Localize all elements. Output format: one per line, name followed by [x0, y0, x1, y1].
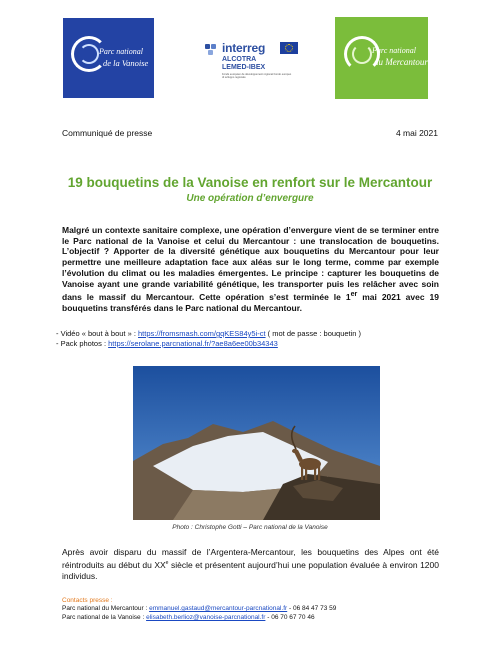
body-text-part2: siècle et présentent aujourd’hui une population évaluée à environ 1200 individus. — [62, 559, 439, 581]
interreg-alcotra: ALCOTRA — [222, 56, 257, 63]
video-password-note: ( mot de passe : bouquetin ) — [265, 329, 362, 338]
interreg-mark-icon — [205, 44, 219, 56]
video-link-label: - Vidéo « bout à bout » : — [56, 329, 139, 338]
vanoise-logo-line1: Parc national — [99, 47, 143, 56]
mercantour-swirl-inner-icon — [352, 44, 372, 64]
lead-superscript: er — [350, 290, 358, 299]
interreg-logo — [200, 40, 302, 92]
photos-link-row — [56, 339, 361, 349]
body-superscript: e — [165, 560, 169, 566]
interreg-fund-text: Fonds européen de développement régional Fondo europeo di sviluppo regionale — [222, 73, 292, 80]
photos-link[interactable]: https://serolane.parcnational.fr/?ae8a6ee00b34343 — [108, 339, 278, 348]
vanoise-logo-line2: de la Vanoise — [103, 58, 149, 68]
media-links — [56, 329, 361, 349]
mercantour-logo — [335, 17, 428, 99]
ibex-photo-illustration — [133, 366, 380, 520]
ibex-photo — [133, 366, 380, 520]
press-release-date: 4 mai 2021 — [395, 128, 438, 138]
page-subtitle: Une opération d’envergure — [186, 193, 314, 204]
contact-email-link[interactable]: emmanuel.gastaud@mercantour-parcnational.fr — [149, 605, 288, 612]
eu-flag-icon — [280, 42, 298, 54]
contact-label: Parc national de la Vanoise : — [62, 614, 147, 621]
photo-caption: Photo : Christophe Gotti – Parc national de la Vanoise — [172, 524, 328, 531]
vanoise-swirl-inner-icon — [79, 44, 99, 64]
press-release-label: Communiqué de presse — [62, 128, 153, 138]
lead-text-part2: mai 2021 avec 19 bouquetins transférés dans le Parc national du Mercantour. — [62, 292, 439, 313]
contact-label: Parc national du Mercantour : — [62, 605, 150, 612]
lead-text-part1: Malgré un contexte sanitaire complexe, une opération d’envergure vient de se terminer entre le Parc national de la Vanoise et celui du Mercantour : une translocation de bouquetins. L’objectif ? Apporter de la diversité génétique aux bouquetins du Mercantour pour leur permettre une meilleure adaptation face aux aléas sur le long terme, comme par exemple l’évolution du climat ou les maladies émergentes. Le principe : capturer les bouquetins de Vanoise ayant une grande variabilité génétique, les transporter puis les relâcher avec soin dans le massif du Mercantour. Cette opération s’est terminée le 1 — [62, 225, 439, 303]
contact-phone: - 06 84 47 73 59 — [287, 605, 337, 612]
lead-paragraph — [62, 225, 439, 313]
mercantour-logo-line1: Parc national — [372, 46, 416, 55]
interreg-word: interreg — [222, 41, 266, 55]
contacts-title: Contacts presse : — [62, 597, 113, 604]
page-title: 19 bouquetins de la Vanoise en renfort sur le Mercantour — [67, 175, 433, 190]
video-link[interactable]: https://fromsmash.com/gqKES84y5i-ct — [138, 329, 266, 338]
contact-mercantour — [62, 605, 336, 612]
photos-link-label: - Pack photos : — [56, 339, 109, 348]
video-link-row — [56, 329, 361, 339]
vanoise-logo — [63, 18, 154, 98]
contact-vanoise — [62, 614, 315, 621]
contact-phone: - 06 70 67 70 46 — [265, 614, 315, 621]
interreg-lemed-ibex: LEMED-IBEX — [222, 64, 266, 71]
body-text-part1: Après avoir disparu du massif de l’Argentera-Mercantour, les bouquetins des Alpes ont été réintroduits au début du XX — [62, 547, 439, 570]
contact-email-link[interactable]: elisabeth.berlioz@vanoise-parcnational.fr — [146, 614, 266, 621]
body-paragraph — [62, 547, 439, 582]
mercantour-logo-line2: du Mercantour — [374, 57, 428, 67]
